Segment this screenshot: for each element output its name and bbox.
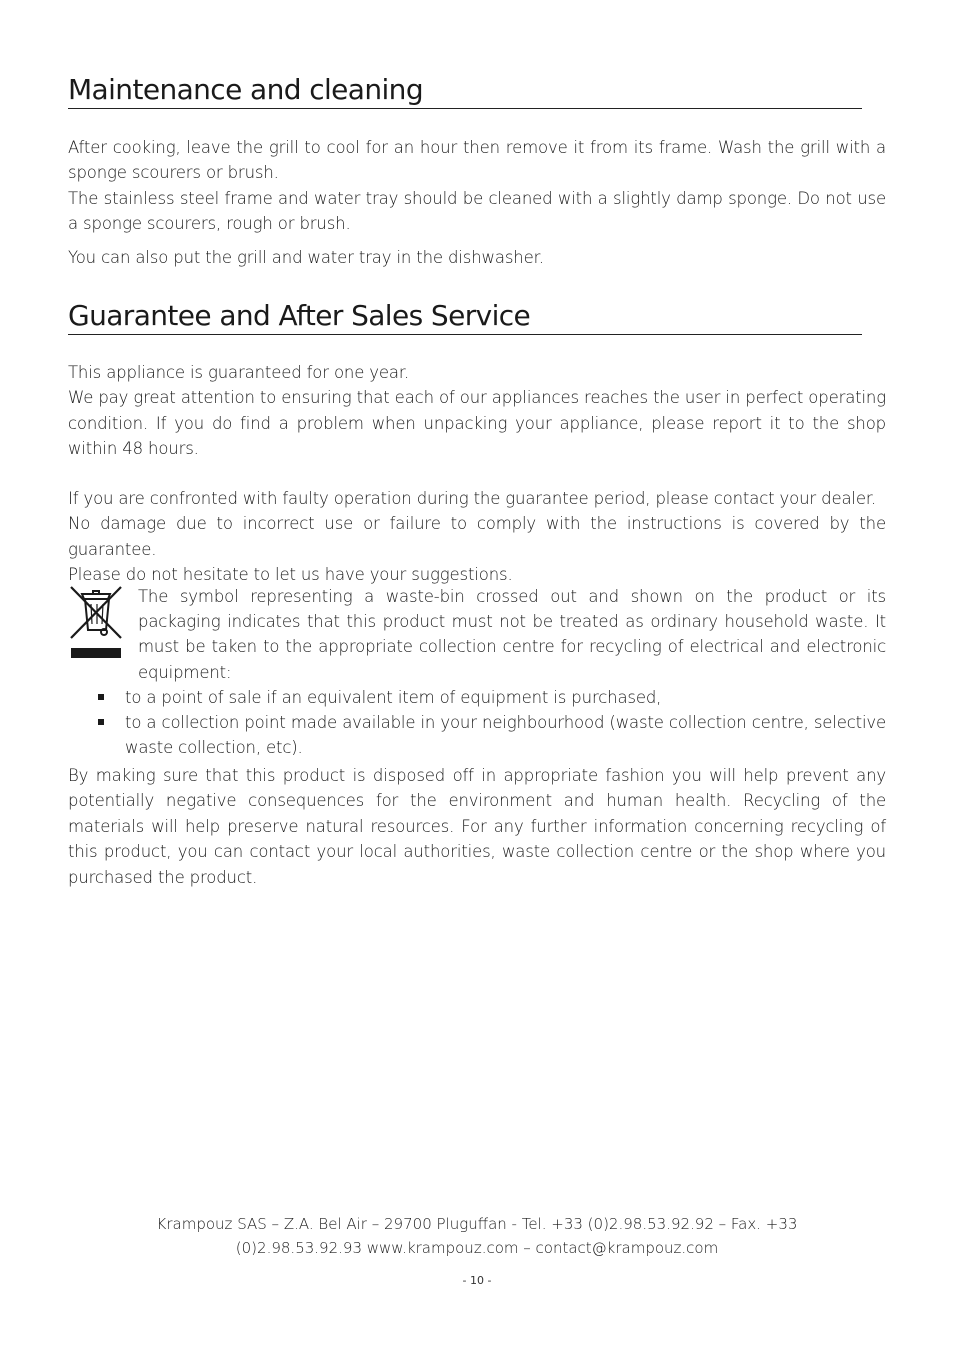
maintenance-line-grill: After cooking, leave the grill to cool for an hour then remove it from its frame. Wash the grill with a sponge scourers or brush. — [68, 138, 886, 183]
maintenance-line-frame: The stainless steel frame and water tray should be cleaned with a slightly damp sponge. Do not use a sponge scourers, rough or brush. — [68, 188, 886, 234]
guarantee-line-condition: We pay great attention to ensuring that each of our appliances reaches the user in perfect operating condition. If you do find a problem when unpacking your appliance, please report it to the shop within 48 hours. — [68, 388, 886, 459]
list-item-text: to a point of sale if an equivalent item of equipment is purchased, — [125, 688, 662, 707]
list-item — [68, 685, 886, 710]
weee-notice — [68, 584, 886, 682]
maintenance-heading: Maintenance and cleaning — [68, 73, 862, 109]
guarantee-line-duration: This appliance is guaranteed for one year. — [68, 363, 410, 382]
weee-text: The symbol representing a waste-bin crossed out and shown on the product or its packaging indicates that this product must not be treated as ordinary household waste. It must be taken to the appropriate collection centre for recycling of electrical and electronic equipment: — [138, 587, 886, 682]
recycling-paragraph: By making sure that this product is disposed off in appropriate fashion you will help prevent any potentially negative consequences for the environment and human health. Recycling of the materials will help preserve natural resources. For any further information concerning recycling of this product, you can contact your local authorities, waste collection centre or the shop where you purchased the product. — [68, 766, 886, 887]
guarantee-paragraph — [68, 360, 886, 462]
square-bullet-icon — [98, 694, 104, 700]
list-item — [68, 710, 886, 760]
square-bullet-icon — [98, 719, 104, 725]
maintenance-paragraph — [68, 135, 886, 237]
footer-line-contact: (0)2.98.53.92.93 www.krampouz.com – contact@krampouz.com — [235, 1239, 719, 1257]
faulty-line-damage: No damage due to incorrect use or failure to comply with the instructions is covered by the guarantee. — [68, 514, 886, 559]
guarantee-heading: Guarantee and After Sales Service — [68, 299, 862, 335]
faulty-operation-paragraph — [68, 486, 886, 588]
collection-options-list — [68, 685, 886, 761]
page-number: - 10 - — [462, 1274, 492, 1287]
faulty-line-suggestions: Please do not hesitate to let us have your suggestions. — [68, 565, 513, 585]
list-item-text: to a collection point made available in your neighbourhood (waste collection centre, selective waste collection, etc). — [125, 713, 886, 758]
faulty-line-dealer: If you are confronted with faulty operation during the guarantee period, please contact your dealer. — [68, 489, 877, 508]
footer-line-address: Krampouz SAS – Z.A. Bel Air – 29700 Pluguffan - Tel. +33 (0)2.98.53.92.92 – Fax. +33 — [156, 1215, 798, 1233]
company-footer — [100, 1212, 854, 1260]
crossed-out-wheelie-bin-icon — [68, 584, 124, 660]
dishwasher-paragraph: You can also put the grill and water tray in the dishwasher. — [68, 248, 544, 267]
